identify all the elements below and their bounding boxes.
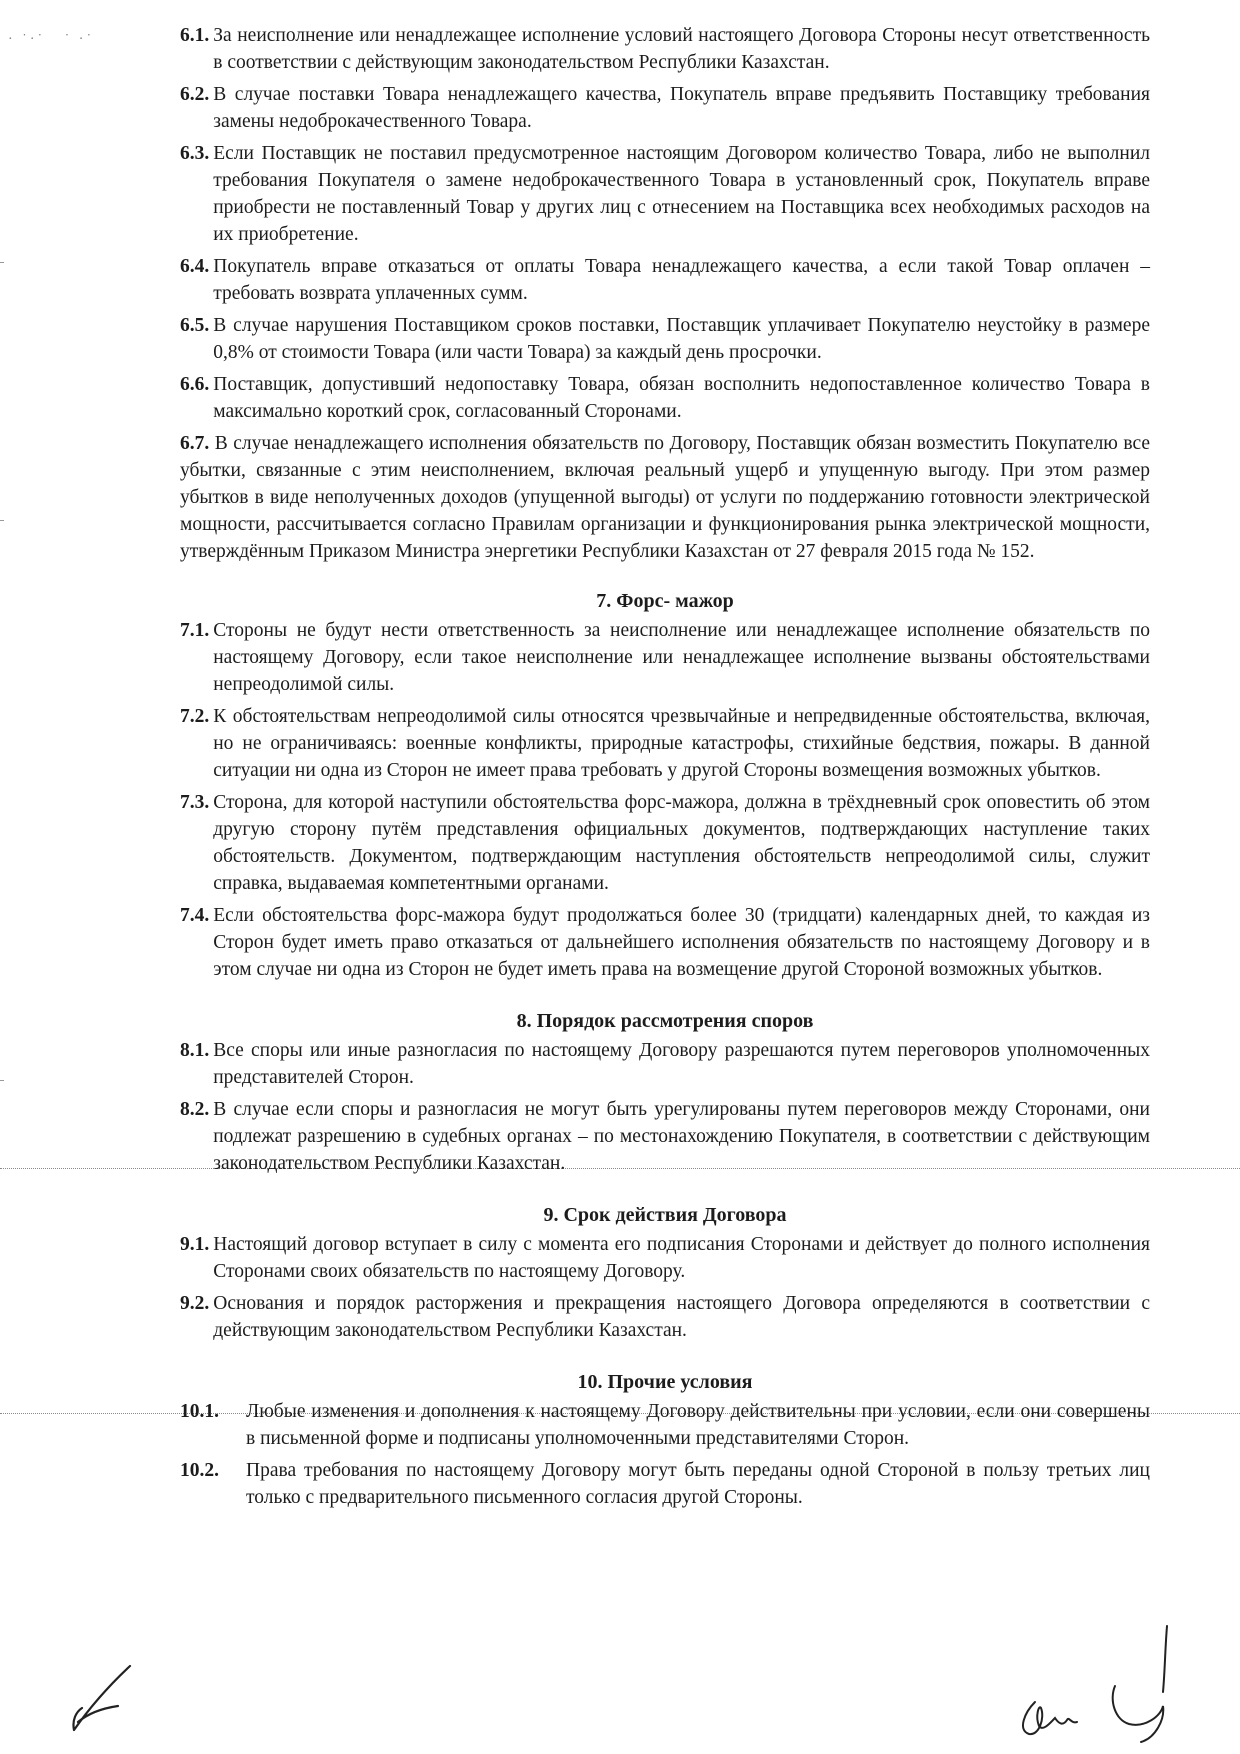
scan-specks: · ˙·˙ ˙ ·˙ (8, 32, 95, 47)
clause-number: 6.3. (180, 143, 210, 164)
clause-number: 6.1. (180, 25, 210, 46)
clause-number: 6.2. (180, 84, 210, 105)
clause-text: В случае если споры и разногласия не могут быть урегулированы путем переговоров между Сторонами, они подлежат разрешению в судебных органах – по местонахождению Покупателя, в соответствии с действующим законодательством Республики Казахстан. (213, 1099, 1150, 1174)
clause-text: В случае ненадлежащего исполнения обязательств по Договору, Поставщик обязан возместить Покупателю все убытки, связанные с этим неисполнением, включая реальный ущерб и упущенную выгоду. При этом размер убытков в виде неполученных доходов (упущенной выгоды) от услуги по поддержанию готовности электрической мощности, рассчитывается согласно Правилам организации и функционирования рынка электрической мощности, утверждённым Приказом Министра энергетики Республики Казахстан от 27 февраля 2015 года № 152. (180, 433, 1151, 562)
section-8 (180, 1007, 1150, 1177)
clause-number: 6.6. (180, 374, 210, 395)
clause-number: 7.1. (180, 620, 210, 641)
clause-number: 7.2. (180, 706, 210, 727)
clause-number: 6.4. (180, 256, 210, 277)
clause-number: 8.2. (180, 1099, 210, 1120)
initial-signature-left (60, 1660, 150, 1740)
clause-text: Стороны не будут нести ответственность за неисполнение или ненадлежащее исполнение обязательств по настоящему Договору, если такое неисполнение или ненадлежащее исполнение вызваны обстоятельствами непреодолимой силы. (213, 620, 1150, 695)
clause-9-2 (180, 1290, 1150, 1344)
clause-text: Настоящий договор вступает в силу с момента его подписания Сторонами и действует до полного исполнения Сторонами своих обязательств по настоящему Договору. (213, 1234, 1150, 1282)
clause-number: 10.2. (180, 1460, 219, 1481)
clause-text: Основания и порядок расторжения и прекращения настоящего Договора определяются в соответствии с действующим законодательством Республики Казахстан. (213, 1293, 1150, 1341)
scan-edge-mark (0, 520, 4, 521)
clause-text: За неисполнение или ненадлежащее исполнение условий настоящего Договора Стороны несут ответственность в соответствии с действующим законодательством Республики Казахстан. (213, 25, 1150, 73)
clause-number: 9.1. (180, 1234, 210, 1255)
clause-text: В случае поставки Товара ненадлежащего качества, Покупатель вправе предъявить Поставщику требования замены недоброкачественного Товара. (213, 84, 1150, 132)
section-10 (180, 1368, 1150, 1511)
clause-8-2 (180, 1096, 1150, 1177)
clause-10-1 (180, 1398, 1150, 1452)
clause-6-2 (180, 81, 1150, 135)
clause-9-1 (180, 1231, 1150, 1285)
clause-6-3 (180, 140, 1150, 248)
section-title: 8. Порядок рассмотрения споров (516, 1010, 814, 1032)
section-title: 10. Прочие условия (577, 1371, 753, 1393)
clause-6-7 (180, 430, 1150, 565)
clause-number: 7.4. (180, 905, 210, 926)
clause-8-1 (180, 1037, 1150, 1091)
clause-7-1 (180, 617, 1150, 698)
clause-10-2 (180, 1457, 1150, 1511)
clause-6-6 (180, 371, 1150, 425)
clause-text: Если Поставщик не поставил предусмотренное настоящим Договором количество Товара, либо не выполнил требования Покупателя о замене недоброкачественного Товара в установленный срок, Покупатель вправе приобрести не поставленный Товар у других лиц с отнесением на Поставщика всех необходимых расходов на их приобретение. (213, 143, 1150, 245)
clause-number: 10.1. (180, 1401, 219, 1422)
section-title: 9. Срок действия Договора (543, 1204, 787, 1226)
scan-edge-mark (0, 1080, 4, 1081)
clause-7-2 (180, 703, 1150, 784)
clause-number: 8.1. (180, 1040, 210, 1061)
clause-6-4 (180, 253, 1150, 307)
clause-7-4 (180, 902, 1150, 983)
section-9 (180, 1201, 1150, 1344)
initial-signature-right (1005, 1620, 1195, 1745)
section-7 (180, 587, 1150, 983)
scan-edge-mark (0, 262, 4, 263)
clause-text: К обстоятельствам непреодолимой силы относятся чрезвычайные и непредвиденные обстоятельства, включая, но не ограничиваясь: военные конфликты, природные катастрофы, стихийные бедствия, пожары. В данной ситуации ни одна из Сторон не имеет права требовать у другой Стороны возмещения возможных убытков. (213, 706, 1150, 781)
clause-6-5 (180, 312, 1150, 366)
clause-text: В случае нарушения Поставщиком сроков поставки, Поставщик уплачивает Покупателю неустойку в размере 0,8% от стоимости Товара (или части Товара) за каждый день просрочки. (213, 315, 1150, 363)
section-6 (180, 22, 1150, 565)
clause-number: 6.7. (180, 433, 210, 454)
clause-text: Поставщик, допустивший недопоставку Товара, обязан восполнить недопоставленное количество Товара в максимально короткий срок, согласованный Сторонами. (213, 374, 1150, 422)
clause-number: 9.2. (180, 1293, 210, 1314)
clause-number: 7.3. (180, 792, 210, 813)
clause-number: 6.5. (180, 315, 210, 336)
clause-text: Сторона, для которой наступили обстоятельства форс-мажора, должна в трёхдневный срок оповестить об этом другую сторону путём представления официальных документов, подтверждающих наступление таких обстоятельств. Документом, подтверждающим наступления обстоятельств непреодолимой силы, служит справка, выдаваемая компетентными органами. (213, 792, 1150, 894)
document-body (180, 22, 1150, 1516)
section-title: 7. Форс- мажор (596, 590, 734, 612)
clause-text: Любые изменения и дополнения к настоящему Договору действительны при условии, если они совершены в письменной форме и подписаны уполномоченными представителями Сторон. (246, 1401, 1150, 1449)
clause-6-1 (180, 22, 1150, 76)
clause-7-3 (180, 789, 1150, 897)
clause-text: Права требования по настоящему Договору могут быть переданы одной Стороной в пользу третьих лиц только с предварительного письменного согласия другой Стороны. (246, 1460, 1150, 1508)
clause-text: Если обстоятельства форс-мажора будут продолжаться более 30 (тридцати) календарных дней, то каждая из Сторон будет иметь право отказаться от дальнейшего исполнения обязательств по настоящему Договору и в этом случае ни одна из Сторон не будет иметь права на возмещение другой Стороной возможных убытков. (213, 905, 1150, 980)
clause-text: Все споры или иные разногласия по настоящему Договору разрешаются путем переговоров уполномоченных представителей Сторон. (213, 1040, 1150, 1088)
clause-text: Покупатель вправе отказаться от оплаты Товара ненадлежащего качества, а если такой Товар оплачен – требовать возврата уплаченных сумм. (213, 256, 1150, 304)
